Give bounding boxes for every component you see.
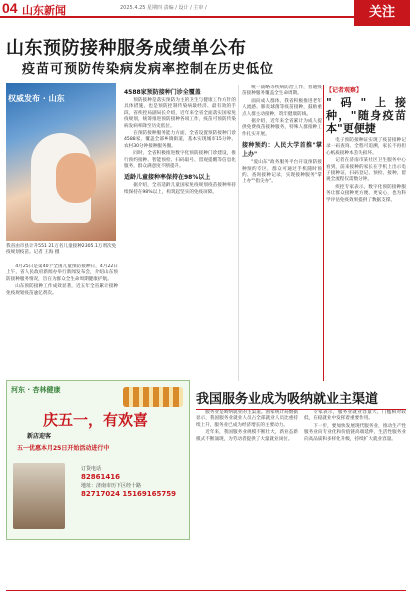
paragraph: 近年来，我国服务业规模不断壮大，新业态新模式不断涌现，为劳动者提供了大量就业岗位。 [196, 430, 298, 442]
ad-product-image [123, 387, 183, 407]
dateline: 2025.4.25 星期四 责编 / 设计 / 主审 / [120, 5, 207, 11]
page-number: 04 [2, 0, 18, 16]
sidebar-divider [323, 85, 324, 381]
commentary-kicker: 【记者观察】 [326, 87, 363, 94]
paragraph: "爱山东"政务服务平台开设预防接种预约专区，群众可通过手机随时预约、查询接种记录，实现接种服务"掌上办""指尖办"。 [242, 160, 322, 185]
ad-subtitle: 新店迎客 [27, 433, 52, 440]
ad-hotline: 82717024 15169165759 [81, 490, 176, 498]
subheading: 适龄儿童接种率保持在98%以上 [124, 174, 211, 182]
paragraph: 记者在济南市某社区卫生服务中心看到，前来接种的家长在手机上出示电子接种证，扫码登记、预检、接种、留观全流程仅需数分钟。 [326, 158, 406, 183]
article2-column-2 [304, 410, 406, 560]
ad-portrait [13, 463, 65, 529]
paragraph: 在预防接种服务能力方面，全省设置预防接种门诊4588家，覆盖全部乡镇街道，基本实现城市15分钟、农村30分钟接种服务圈。 [124, 131, 236, 149]
ad-title: 庆五一，有欢喜 [43, 411, 149, 429]
paragraph: 山东预防接种工作成效显著，近五年全省累计接种免疫规划疫苗逾亿剂次。 [6, 284, 118, 296]
ad-promo: 五一优惠本月25日开始活动进行中 [17, 445, 110, 452]
paragraph: 4月25日是第40个全国儿童预防接种日，4月22日上午，省人民政府新闻办举行新闻发布会，介绍山东预防接种服务情况，旨在为群众全生命周期健康护航。 [6, 264, 118, 282]
paragraph: 专家表示，服务业就业容量大、门槛相对较低，在稳就业中发挥着重要作用。 [304, 410, 406, 422]
photo-caption: 我省由市县计升551 21万名儿童接种2305.1万剂次免疫规划疫苗。记者 王海 摄 [6, 244, 117, 255]
article2-column-1 [196, 410, 298, 560]
paragraph: 同时，全省积极推进数字化预防接种门诊建设，推行预约接种、智能预检、扫码取号、留观提醒等信息化服务，群众满意度不断提升。 [124, 151, 236, 170]
ad-phone-number: 82861416 [81, 473, 120, 481]
news-photo [6, 83, 116, 241]
advertisement [6, 380, 190, 540]
paragraph: 服务业是吸纳就业的主渠道。国家统计局数据显示，我国服务业就业人员占全部就业人员比重持续上升，服务业已成为经济增长的主要动力。 [196, 410, 298, 428]
paragraph: 据介绍，全省适龄儿童国家免疫规划疫苗接种率持续保持在98%以上，构筑起坚实的免疫屏障。 [124, 183, 236, 195]
ad-brand: 河东 · 杏林健康 [11, 386, 61, 394]
paragraph: 据介绍，近年来全省累计为成人提供免费疫苗接种服务，特殊人群接种工作扎实开展。 [242, 119, 322, 137]
paragraph: 预防接种是落实预防为主的卫生与健康工作方针的具体措施，也是预防控制传染病最经济、最有效的手段。省疾控局副局长介绍，近年来全省全面落实国家免疫规划，统筹推进预防接种各项工作，疫苗可预防传染病发病率降至历史低位。 [124, 98, 236, 129]
section-name: 山东新闻 [22, 4, 66, 17]
paragraph: 面向成人群体，我省积极推进老年人流感、肺炎球菌等疫苗接种，鼓励重点人群主动接种，筑牢健康防线。 [242, 98, 322, 117]
ad-address: 地址：济南市历下区经十路 [81, 483, 142, 489]
article-column-3 [242, 85, 322, 385]
paragraph: 电子预防接种证实现了疫苗接种记录一码查询、全程可追溯，家长不再担心纸质接种本丢失损坏。 [326, 138, 406, 156]
sidebar-commentary [326, 85, 406, 385]
subheading: 接种预约：人民大学首推"掌上办" [242, 142, 322, 159]
article2-title: 我国服务业成为吸纳就业主渠道 [196, 388, 406, 410]
photo-child [56, 153, 96, 203]
headline: 山东预防接种服务成绩单公布 [6, 38, 247, 59]
section-tag: 关注 [354, 0, 410, 26]
photo-banner: 权威发布 · 山东 [8, 94, 65, 103]
ad-phone-label: 订货电话 [81, 466, 102, 472]
masthead-bar [0, 0, 410, 18]
column-divider [238, 85, 239, 381]
paragraph: 统一战略等疾病防治工作，普通疫苗接种服务覆盖全生命周期。 [242, 85, 322, 97]
paragraph: 疾控专家表示，数字化预防接种服务让群众接种更方便、更安心，也为科学评估免疫效果提供了数据支撑。 [326, 184, 406, 203]
subheadline: 疫苗可预防传染病发病率控制在历史低位 [22, 62, 275, 77]
article-column-2 [124, 85, 236, 385]
article-column-1 [6, 264, 118, 376]
paragraph: 下一步，要加快发展现代服务业，推动生产性服务业向专业化和价值链高端延伸，生活性服务业向高品质和多样化升级，持续扩大就业容量。 [304, 423, 406, 442]
ad-contact [81, 465, 187, 499]
commentary-title: "码"上接种，"随身疫苗本"更便捷 [326, 96, 406, 135]
footer-rule [6, 590, 406, 591]
subheading: 4588家预防接种门诊全覆盖 [124, 89, 201, 96]
